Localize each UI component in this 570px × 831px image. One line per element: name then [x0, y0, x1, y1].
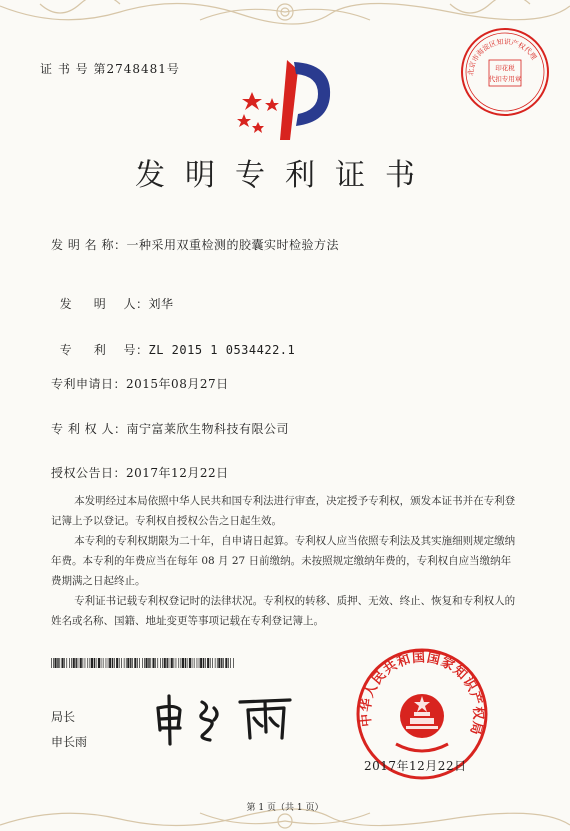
grant-date-label: 授权公告日： — [51, 466, 127, 480]
signatory-title: 局长 — [51, 710, 76, 724]
certificate-number: 证 书 号 第2748481号 — [40, 62, 180, 76]
invention-name-row — [51, 236, 339, 253]
grant-date-value: 2017年12月22日 — [126, 466, 229, 480]
filing-date-label: 专利申请日： — [51, 377, 127, 391]
patent-number-row — [51, 327, 295, 358]
barcode — [51, 658, 234, 668]
patent-number-label: 专 利 号： — [59, 343, 149, 357]
filing-date-row — [51, 375, 229, 392]
invention-name-label: 发 明 名 称： — [51, 238, 127, 252]
page-number: 第 1 页（共 1 页） — [246, 803, 324, 813]
svg-text:中华人民共和国国家知识产权局: 中华人民共和国国家知识产权局 — [358, 650, 486, 738]
inventor-label: 发 明 人： — [59, 297, 149, 311]
invention-name-value: 一种采用双重检测的胶囊实时检验方法 — [126, 238, 339, 252]
inventor-row — [51, 281, 174, 312]
body-paragraph: 专利证书记载专利权登记时的法律状况。专利权的转移、质押、无效、终止、恢复和专利权人的姓名或名称、国籍、地址变更等事项记载在专利登记簿上。 — [51, 595, 516, 627]
patentee-row — [51, 420, 289, 437]
patentee-value: 南宁富莱欣生物科技有限公司 — [126, 422, 289, 436]
patentee-label: 专 利 权 人： — [51, 422, 127, 436]
page-title: 发明专利证书 — [135, 158, 435, 193]
agency-seal-icon — [459, 26, 551, 118]
svg-text:北京市海淀区知识产权代理: 北京市海淀区知识产权代理 — [466, 37, 538, 77]
signatory-name: 申长雨 — [51, 735, 88, 749]
inventor-value: 刘华 — [148, 297, 174, 311]
svg-text:代扣专用章: 代扣专用章 — [488, 75, 522, 83]
certificate-body — [51, 491, 521, 631]
filing-date-value: 2015年08月27日 — [126, 377, 229, 391]
grant-date-row — [51, 464, 229, 481]
seal-date: 2017年12月22日 — [364, 759, 467, 773]
handwritten-signature — [150, 688, 305, 748]
patent-number-value: ZL 2015 1 0534422.1 — [148, 343, 296, 357]
cnipa-logo-icon — [232, 52, 342, 147]
body-paragraph: 本发明经过本局依照中华人民共和国专利法进行审查，决定授予专利权，颁发本证书并在专利登记簿上予以登记。专利权自授权公告之日起生效。 — [51, 495, 516, 527]
body-paragraph: 本专利的专利权期限为二十年，自申请日起算。专利权人应当依照专利法及其实施细则规定缴纳年费。本专利的年费应当在每年 08 月 27 日前缴纳。未按照规定缴纳年费的，专利权自应当缴纳年费期满之日起终止。 — [51, 535, 516, 587]
svg-text:印花税: 印花税 — [495, 64, 515, 72]
